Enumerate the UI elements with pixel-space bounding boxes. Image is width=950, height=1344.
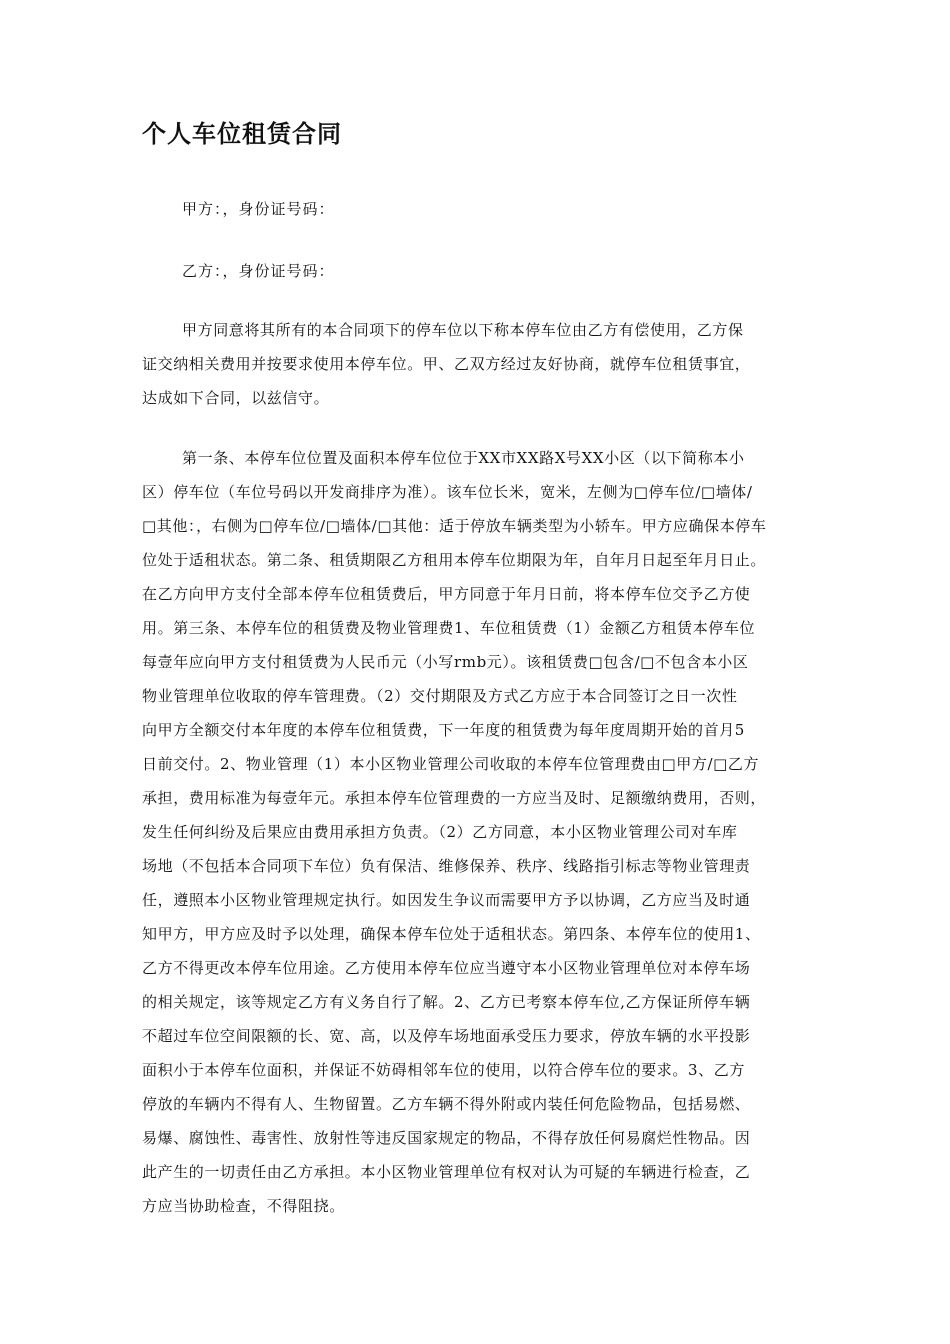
intro-paragraph — [142, 313, 822, 415]
text-line: 发生任何纠纷及后果应由费用承担方负责。（2）乙方同意，本小区物业管理公司对车库 — [142, 823, 738, 841]
text-line: 每壹年应向甲方支付租赁费为人民币元（小写rmb元）。该租赁费□包含/□不包含本小区 — [142, 653, 749, 671]
text-line: 位处于适租状态。第二条、租赁期限乙方租用本停车位期限为年，自年月日起至年月日止。 — [142, 551, 767, 569]
text-line: 面积小于本停车位面积，并保证不妨碍相邻车位的使用，以符合停车位的要求。3、乙方 — [142, 1061, 745, 1079]
text-line: 停放的车辆内不得有人、生物留置。乙方车辆不得外附或内装任何危险物品，包括易燃、 — [142, 1095, 751, 1113]
text-line: 的相关规定，该等规定乙方有义务自行了解。2、乙方已考察本停车位,乙方保证所停车辆 — [142, 993, 751, 1011]
text-line: 此产生的一切责任由乙方承担。本小区物业管理单位有权对认为可疑的车辆进行检查，乙 — [142, 1163, 751, 1181]
text-line: 在乙方向甲方支付全部本停车位租赁费后，甲方同意于年月日前，将本停车位交予乙方使 — [142, 585, 751, 603]
text-line: 达成如下合同，以兹信守。 — [142, 389, 330, 407]
text-line: 用。第三条、本停车位的租赁费及物业管理费1、车位租赁费（1）金额乙方租赁本停车位 — [142, 619, 756, 637]
text-line: 甲方同意将其所有的本合同项下的停车位以下称本停车位由乙方有偿使用，乙方保 — [182, 321, 744, 339]
text-line: 第一条、本停车位位置及面积本停车位位于XX市XX路X号XX小区（以下简称本小 — [182, 449, 745, 467]
party-a-line: 甲方：，身份证号码： — [182, 200, 335, 218]
articles-paragraph — [142, 441, 822, 1223]
text-line: 不超过车位空间限额的长、宽、高，以及停车场地面承受压力要求，停放车辆的水平投影 — [142, 1027, 751, 1045]
text-line: 区）停车位（车位号码以开发商排序为准）。该车位长米，宽米，左侧为□停车位/□墙体/ — [142, 483, 753, 501]
page-title: 个人车位租赁合同 — [142, 120, 342, 148]
text-line: 承担，费用标准为每壹年元。承担本停车位管理费的一方应当及时、足额缴纳费用，否则， — [142, 789, 767, 807]
text-line: 知甲方，甲方应及时予以处理，确保本停车位处于适租状态。第四条、本停车位的使用1、 — [142, 925, 761, 943]
text-line: 方应当协助检查，不得阻挠。 — [142, 1197, 345, 1215]
party-b-line: 乙方：，身份证号码： — [182, 262, 335, 280]
text-line: □其他：，右侧为□停车位/□墙体/□其他：适于停放车辆类型为小轿车。甲方应确保本停车 — [142, 517, 767, 535]
text-line: 乙方不得更改本停车位用途。乙方使用本停车位应当遵守本小区物业管理单位对本停车场 — [142, 959, 751, 977]
text-line: 证交纳相关费用并按要求使用本停车位。甲、乙双方经过友好协商，就停车位租赁事宜， — [142, 355, 751, 373]
text-line: 日前交付。2、物业管理（1）本小区物业管理公司收取的本停车位管理费由□甲方/□乙方 — [142, 755, 760, 773]
text-line: 向甲方全额交付本年度的本停车位租赁费，下一年度的租赁费为每年度周期开始的首月5 — [142, 721, 745, 739]
text-line: 易爆、腐蚀性、毒害性、放射性等违反国家规定的物品，不得存放任何易腐烂性物品。因 — [142, 1129, 751, 1147]
text-line: 场地（不包括本合同项下车位）负有保洁、维修保养、秩序、线路指引标志等物业管理责 — [142, 857, 751, 875]
text-line: 任，遵照本小区物业管理规定执行。如因发生争议而需要甲方予以协调，乙方应当及时通 — [142, 891, 751, 909]
text-line: 物业管理单位收取的停车管理费。（2）交付期限及方式乙方应于本合同签订之日一次性 — [142, 687, 738, 705]
